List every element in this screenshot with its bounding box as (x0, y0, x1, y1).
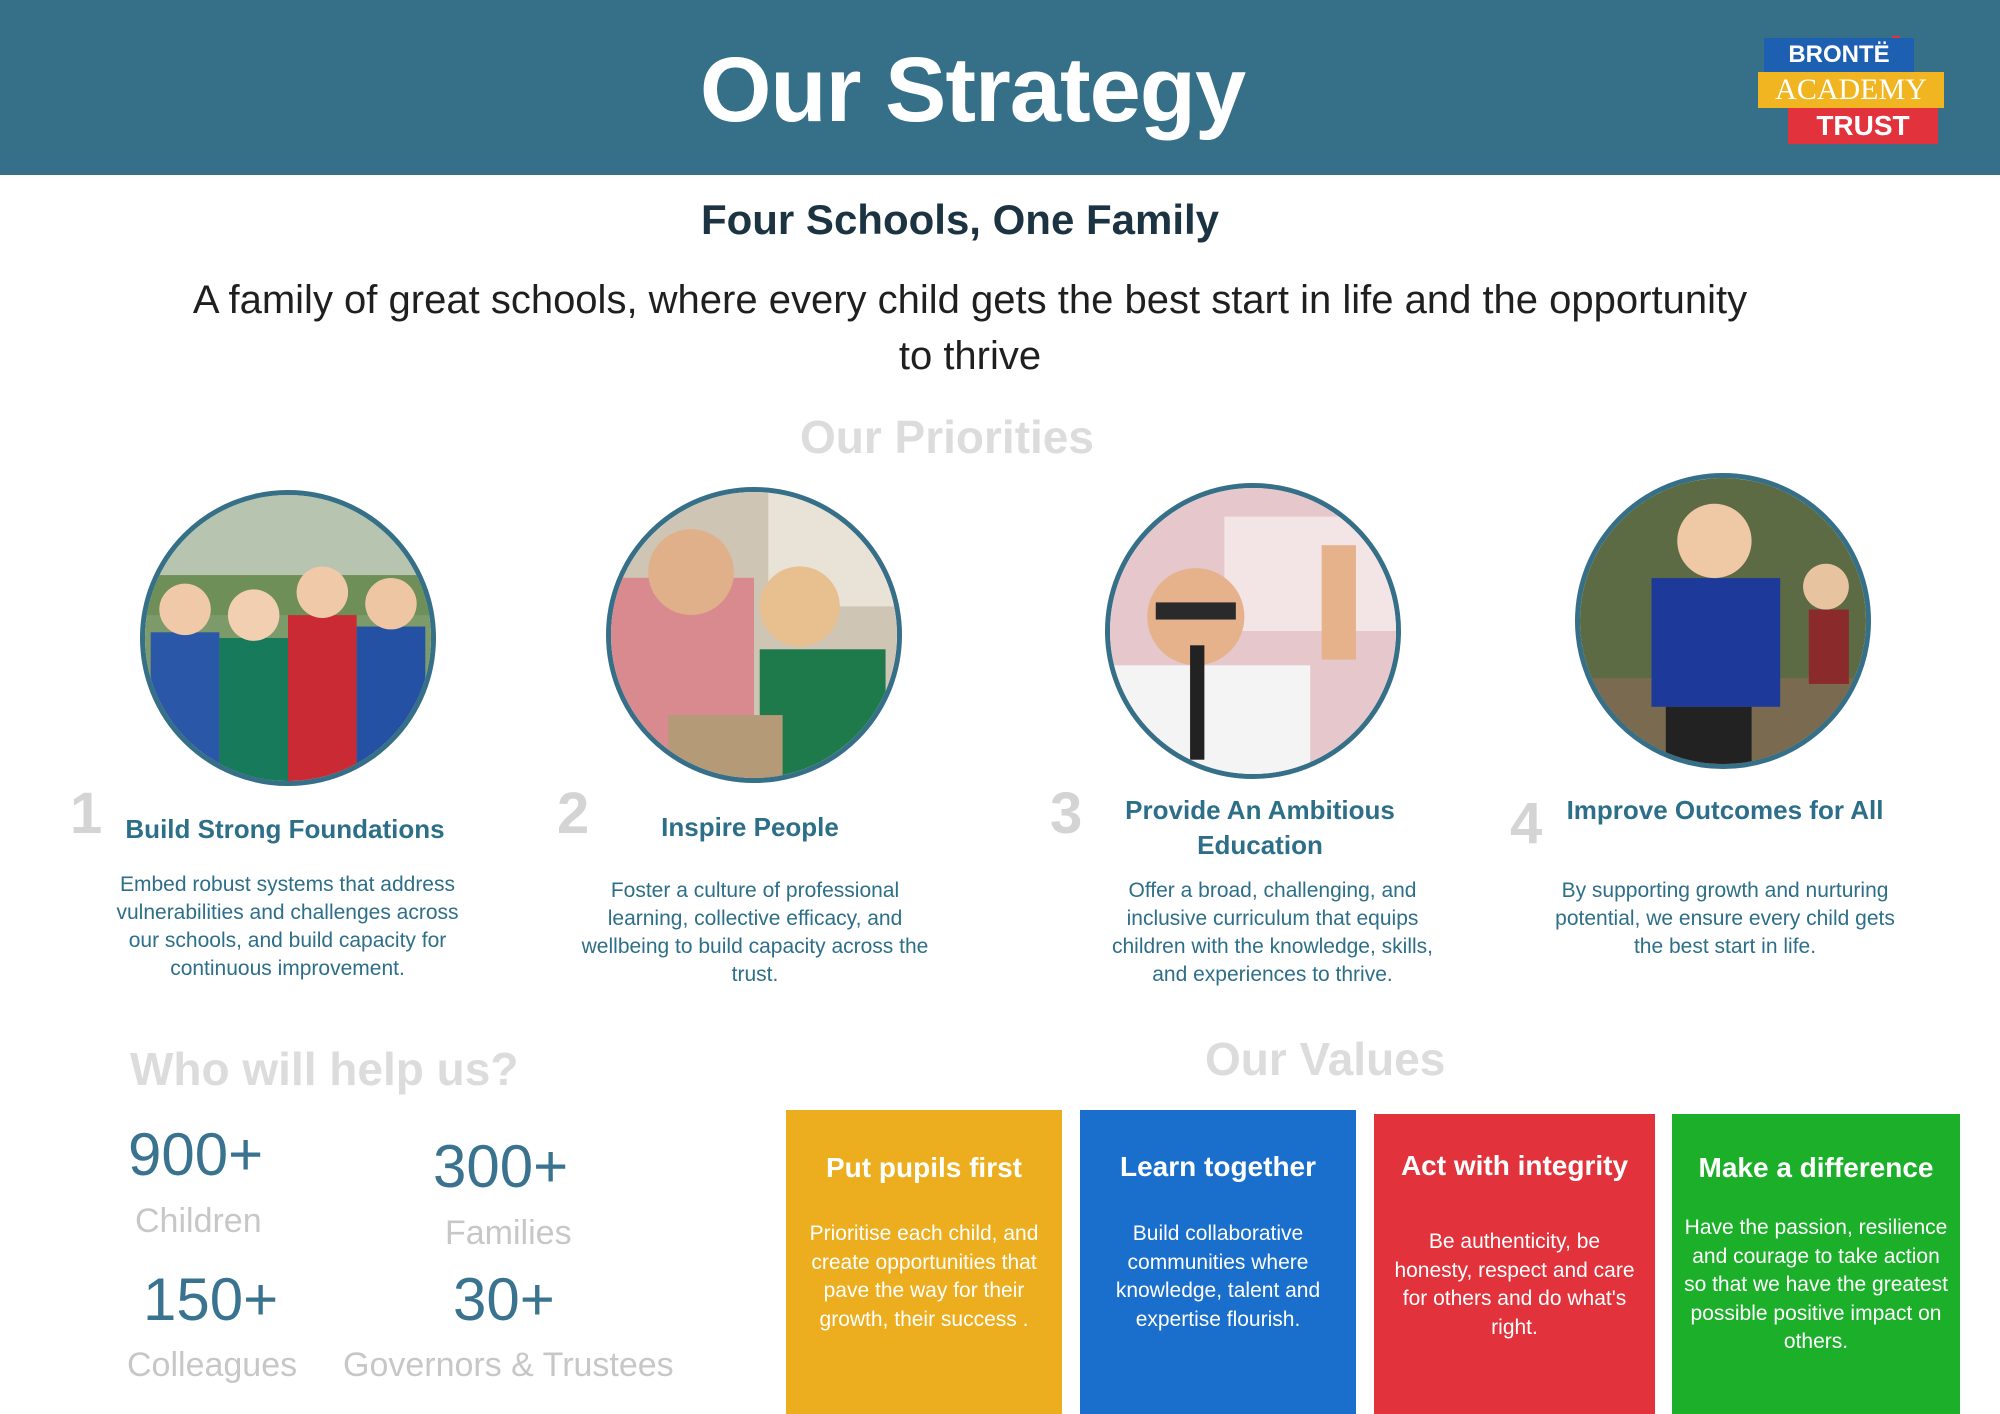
value-2-text: Build collaborative communities where knowledge, talent and expertise flourish. (1115, 1222, 1321, 1331)
priority-2-photo (606, 487, 902, 783)
priority-1-number: 1 (70, 781, 103, 846)
stat-families-value: 300+ (433, 1133, 569, 1200)
logo-line-1: BRONTË (1764, 38, 1914, 72)
value-card-learn-together (1080, 1110, 1356, 1414)
value-1-text: Prioritise each child, and create opportunities that pave the way for their growth, their success . (809, 1222, 1039, 1331)
priority-3-title: Provide An Ambitious Education (1125, 795, 1395, 860)
stat-children-label: Children (135, 1202, 262, 1240)
stat-colleagues-label: Colleagues (127, 1346, 298, 1384)
value-card-pupils-first (786, 1110, 1062, 1414)
priority-2-number: 2 (557, 781, 590, 846)
priority-3-number: 3 (1050, 781, 1083, 846)
stat-colleagues-value: 150+ (143, 1266, 279, 1333)
logo-line-3: TRUST (1788, 108, 1938, 144)
value-3-text: Be authenticity, be honesty, respect and care for others and do what's right. (1394, 1230, 1635, 1339)
value-4-title: Make a difference (1698, 1152, 1934, 1183)
stat-governors-value: 30+ (453, 1266, 555, 1333)
priority-3-photo (1105, 483, 1401, 779)
stat-governors-label: Governors & Trustees (343, 1346, 674, 1384)
values-heading: Our Values (1205, 1033, 1446, 1085)
value-card-integrity (1374, 1114, 1655, 1414)
priority-2-title: Inspire People (661, 812, 839, 842)
value-3-title: Act with integrity (1400, 1150, 1629, 1181)
page-title: Our Strategy (699, 39, 1246, 141)
value-1-title: Put pupils first (826, 1152, 1022, 1183)
priority-2-text: Foster a culture of professional learning, collective efficacy, and wellbeing to build capacity across the trust. (581, 879, 929, 986)
stat-children-value: 900+ (128, 1121, 264, 1188)
help-heading: Who will help us? (130, 1043, 519, 1095)
vision-statement: A family of great schools, where every child gets the best start in life and the opportunity to thrive (192, 278, 1748, 378)
priority-4-number: 4 (1510, 791, 1543, 856)
priorities-heading: Our Priorities (800, 411, 1094, 463)
stat-families-label: Families (445, 1214, 572, 1252)
priority-1-text: Embed robust systems that address vulnerabilities and challenges across our schools, and build capacity for continuous improvement. (116, 873, 459, 980)
subtitle: Four Schools, One Family (700, 196, 1220, 243)
priority-4-title: Improve Outcomes for All (1566, 795, 1884, 825)
logo-line-2: ACADEMY (1758, 72, 1944, 108)
priority-1-photo (140, 490, 436, 786)
priority-4-text: By supporting growth and nurturing potential, we ensure every child gets the best start in life. (1555, 879, 1895, 958)
value-card-make-difference (1672, 1114, 1960, 1414)
priority-4-photo (1575, 473, 1871, 769)
trust-logo (1758, 36, 1944, 146)
value-2-title: Learn together (1119, 1151, 1317, 1182)
priority-3-text: Offer a broad, challenging, and inclusive curriculum that equips children with the knowledge, skills, and experiences to thrive. (1112, 879, 1433, 986)
priority-1-title: Build Strong Foundations (125, 814, 445, 844)
value-4-text: Have the passion, resilience and courage to take action so that we have the greatest possible positive impact on others. (1684, 1216, 1948, 1353)
